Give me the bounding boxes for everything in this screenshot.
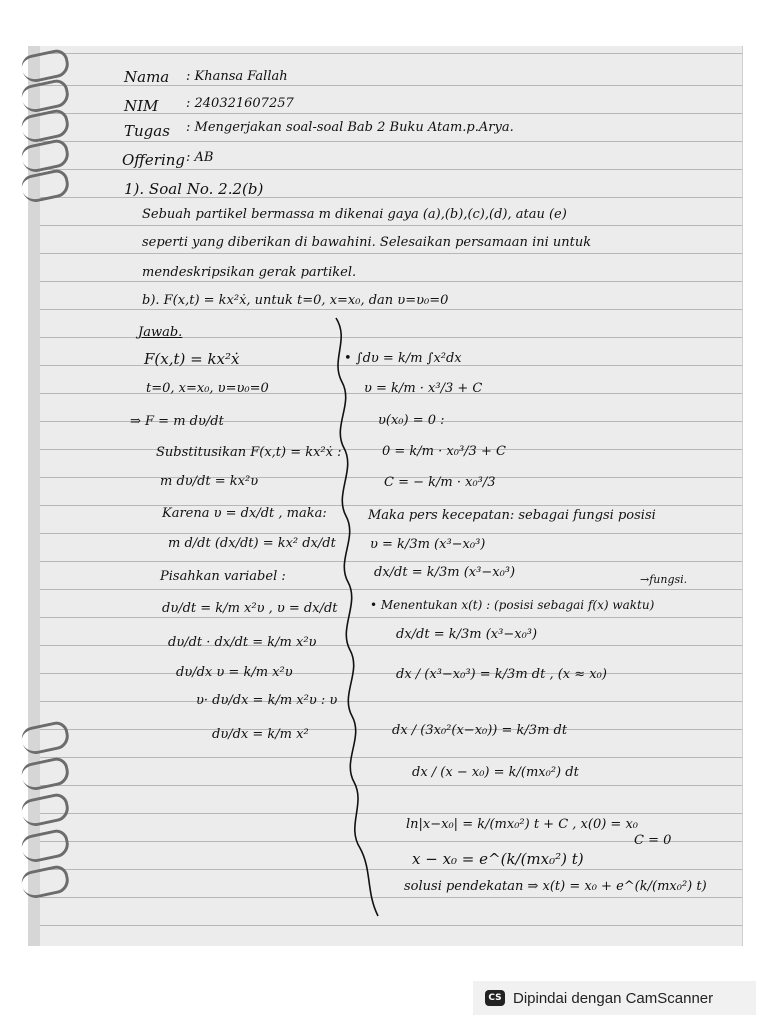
left-eq: Karena υ = dx/dt , maka: <box>162 506 327 521</box>
left-eq: υ· dυ/dx = k/m x²υ : υ <box>196 693 338 708</box>
right-eq: υ = k/3m (x³−x₀³) <box>370 537 486 552</box>
right-eq: υ(x₀) = 0 : <box>378 413 445 428</box>
left-eq: dυ/dt = k/m x²υ , υ = dx/dt <box>162 601 338 616</box>
right-eq: ln|x−x₀| = k/(mx₀²) t + C , x(0) = x₀ <box>406 817 639 832</box>
problem-line-1: Sebuah partikel bermassa m dikenai gaya (a),(b),(c),(d), atau (e) <box>142 207 567 222</box>
left-eq: m dυ/dt = kx²υ <box>160 474 259 489</box>
left-eq: ⇒ F = m dυ/dt <box>130 414 224 429</box>
left-eq: F(x,t) = kx²ẋ <box>144 350 240 368</box>
left-eq: dυ/dx υ = k/m x²υ <box>176 665 293 680</box>
problem-line-2: seperti yang diberikan di bawahini. Selesaikan persamaan ini untuk <box>142 235 592 250</box>
problem-number: 1). Soal No. 2.2(b) <box>124 180 264 198</box>
right-eq: • Menentukan x(t) : (posisi sebagai f(x) waktu) <box>370 598 655 612</box>
right-eq: • ∫dυ = k/m ∫x²dx <box>344 351 462 366</box>
nama-value: : Khansa Fallah <box>186 69 288 84</box>
right-eq: dx/dt = k/3m (x³−x₀³) <box>374 565 516 580</box>
right-eq: dx / (x − x₀) = k/(mx₀²) dt <box>412 765 579 780</box>
left-eq: m d/dt (dx/dt) = kx² dx/dt <box>168 536 336 551</box>
right-eq: υ = k/m · x³/3 + C <box>364 381 483 396</box>
nama-label: Nama <box>124 68 170 86</box>
nim-value: : 240321607257 <box>186 96 294 111</box>
right-eq: dx / (3x₀²(x−x₀)) = k/3m dt <box>392 723 568 738</box>
jawab-label: Jawab. <box>138 325 183 340</box>
camscanner-text: Dipindai dengan CamScanner <box>513 989 714 1007</box>
right-eq: C = 0 <box>634 833 672 848</box>
left-eq: t=0, x=x₀, υ=υ₀=0 <box>146 381 269 396</box>
right-eq: →fungsi. <box>640 573 688 586</box>
right-eq: 0 = k/m · x₀³/3 + C <box>382 444 506 459</box>
offering-label: Offering <box>122 151 186 169</box>
problem-line-3: mendeskripsikan gerak partikel. <box>142 265 357 280</box>
camscanner-logo-icon: CS <box>485 990 505 1006</box>
right-eq: Maka pers kecepatan: sebagai fungsi posisi <box>368 508 656 523</box>
right-eq: C = − k/m · x₀³/3 <box>384 475 496 490</box>
tugas-label: Tugas <box>124 122 170 140</box>
left-eq: dυ/dt · dx/dt = k/m x²υ <box>168 635 317 650</box>
right-eq: dx / (x³−x₀³) = k/3m dt , (x ≈ x₀) <box>396 667 607 682</box>
offering-value: : AB <box>186 150 214 165</box>
camscanner-watermark <box>473 981 756 1015</box>
right-eq: dx/dt = k/3m (x³−x₀³) <box>396 627 538 642</box>
problem-part-b: b). F(x,t) = kx²ẋ, untuk t=0, x=x₀, dan υ=υ₀=0 <box>142 293 449 308</box>
right-eq: x − x₀ = e^(k/(mx₀²) t) <box>412 850 584 868</box>
tugas-value: : Mengerjakan soal-soal Bab 2 Buku Atam.p.Arya. <box>186 120 514 135</box>
left-eq: Pisahkan variabel : <box>160 569 286 584</box>
left-eq: dυ/dx = k/m x² <box>212 727 309 742</box>
left-eq: Substitusikan F(x,t) = kx²ẋ : <box>156 445 342 460</box>
right-eq: solusi pendekatan ⇒ x(t) = x₀ + e^(k/(mx₀²) t) <box>404 879 707 894</box>
nim-label: NIM <box>124 97 159 115</box>
